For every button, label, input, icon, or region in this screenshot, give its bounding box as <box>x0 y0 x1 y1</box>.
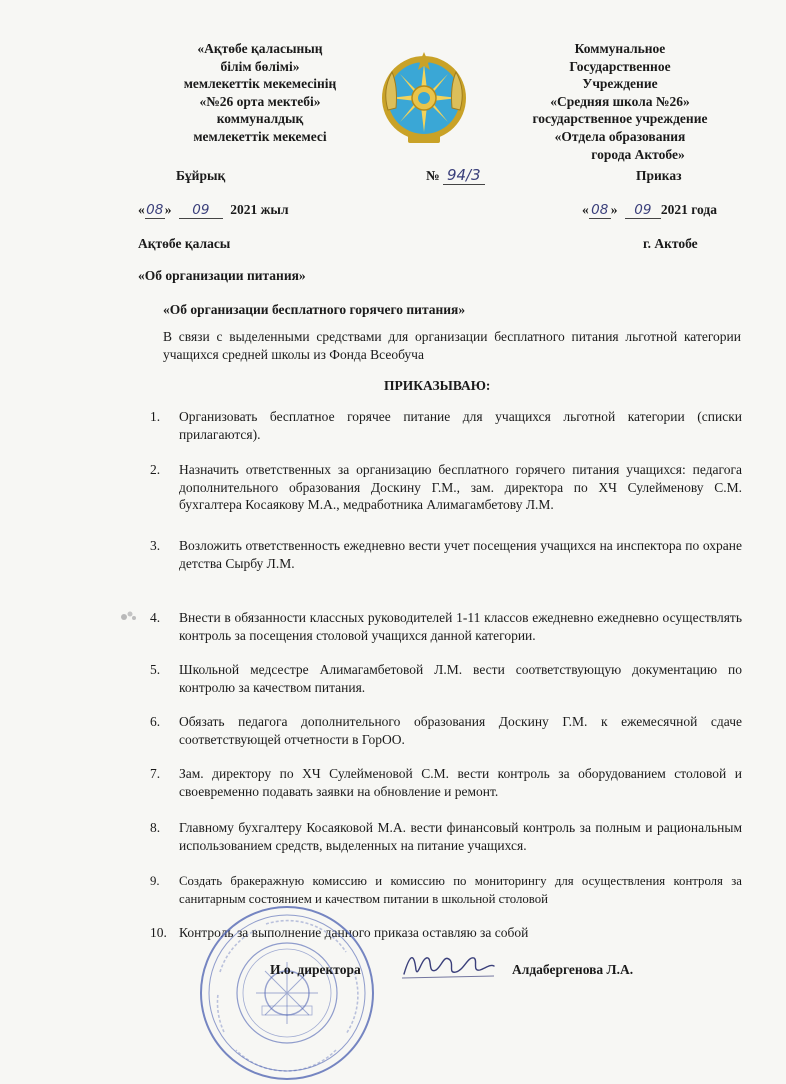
item-text: Создать бракеражную комиссию и комиссию по мониторингу для осуществления контроля за санитарным состоянием и качеством питании в школьной столовой <box>179 874 742 906</box>
header-left-line: коммуналдық <box>216 111 304 127</box>
quote-close: » <box>164 202 172 217</box>
order-number <box>426 166 485 184</box>
round-seal-icon <box>196 902 378 1084</box>
date-left-year: 2021 жыл <box>230 202 289 217</box>
list-item <box>150 408 742 443</box>
order-label-kazakh: Бұйрық <box>176 168 226 183</box>
item-number: 3. <box>150 538 161 553</box>
date-right <box>582 202 717 219</box>
quote-open: « <box>582 202 589 217</box>
item-text: Зам. директору по ХЧ Сулейменовой С.М. вести контроль за оборудованием столовой и своевременно подавать заявки на обновление и ремонт. <box>179 766 742 799</box>
header-right-line: государственное учреждение <box>532 111 708 127</box>
signatory-name: Алдабергенова Л.А. <box>512 962 634 977</box>
scan-smudge-icon <box>118 608 140 624</box>
list-item <box>150 537 742 572</box>
signatory-title: И.о. директора <box>270 962 361 977</box>
header-right-line: Государственное <box>569 58 671 74</box>
handwritten-signature-icon <box>398 944 498 984</box>
list-item <box>150 609 742 644</box>
item-text: Школьной медсестре Алимагамбетовой Л.М. вести соответствующую документацию по контролю за качеством питания. <box>179 662 742 695</box>
header-left-line: «Ақтөбе қаласының <box>197 41 323 56</box>
item-number: 2. <box>150 462 161 477</box>
order-number-prefix: № <box>426 168 440 183</box>
state-emblem-icon <box>378 50 470 150</box>
header-right-line: «Отдела образования <box>554 128 686 144</box>
city-kazakh: Ақтөбе қаласы <box>138 236 231 251</box>
preamble-paragraph: В связи с выделенными средствами для организации бесплатного питания льготной категории учащихся средней школы из Фонда Всеобуча <box>163 329 741 362</box>
city-russian: г. Актобе <box>643 236 698 251</box>
header-right-line: города Актобе» <box>591 146 685 162</box>
header-right-line: Учреждение <box>582 76 658 92</box>
item-text: Назначить ответственных за организацию бесплатного горячего питания учащихся: педагога дополнительного образования Доскину Г.М., зам. директора по ХЧ Сулейменову С.М. бухгалтера Косаякову М.А., медработника Алимагамбетову Л.М. <box>179 462 742 512</box>
header-right-russian <box>505 40 735 163</box>
header-right-line: «Средняя школа №26» <box>550 93 690 109</box>
date-right-month: 09 <box>625 202 661 219</box>
list-item <box>150 461 742 514</box>
quote-close: » <box>610 202 618 217</box>
item-number: 1. <box>150 409 161 424</box>
header-left-kazakh <box>150 40 370 146</box>
list-item <box>150 765 742 800</box>
date-left-day: 08 <box>146 202 164 218</box>
list-item <box>150 819 742 854</box>
header-left-line: мемлекеттік мекемесінің <box>183 76 337 92</box>
item-number: 10. <box>150 925 167 940</box>
header-left-line: білім бөлімі» <box>220 58 300 74</box>
header-left-line: мемлекеттік мекемесі <box>193 128 327 144</box>
item-number: 6. <box>150 714 161 729</box>
item-text: Возложить ответственность ежедневно вести учет посещения учащихся на инспектора по охране детства Сырбу Л.М. <box>179 538 742 571</box>
date-right-year: 2021 года <box>660 202 717 217</box>
item-text: Главному бухгалтеру Косаяковой М.А. вести финансовый контроль за полным и рациональным использованием средств, выделенных на питание учащихся. <box>179 820 742 853</box>
item-number: 9. <box>150 874 160 888</box>
quote-open: « <box>138 202 145 217</box>
item-number: 4. <box>150 610 161 625</box>
document-subject: «Об организации питания» <box>138 268 306 283</box>
item-number: 7. <box>150 766 161 781</box>
item-number: 8. <box>150 820 161 835</box>
list-item <box>150 713 742 748</box>
order-label-russian: Приказ <box>636 168 682 183</box>
date-left <box>138 202 289 219</box>
date-right-day: 08 <box>589 202 611 219</box>
order-number-value: 94/3 <box>443 166 485 185</box>
list-item <box>150 661 742 696</box>
item-text: Внести в обязанности классных руководителей 1-11 классов ежедневно ежедневно осуществлять контроль за посещения столовой учащихся данной категории. <box>179 610 742 643</box>
item-text: Организовать бесплатное горячее питание для учащихся льготной категории (списки прилагаются). <box>179 409 742 442</box>
item-text: Контроль за выполнение данного приказа оставляю за собой <box>179 925 529 940</box>
item-text: Обязать педагога дополнительного образования Доскину Г.М. к ежемесячной сдаче соответствующей отчетности в ГорОО. <box>179 714 742 747</box>
date-left-month: 09 <box>179 202 223 219</box>
header-left-line: «№26 орта мектебі» <box>199 93 321 109</box>
item-number: 5. <box>150 662 161 677</box>
document-title: «Об организации бесплатного горячего питания» <box>163 302 466 317</box>
header-right-line: Коммунальное <box>574 41 666 56</box>
order-keyword: ПРИКАЗЫВАЮ: <box>384 378 491 393</box>
